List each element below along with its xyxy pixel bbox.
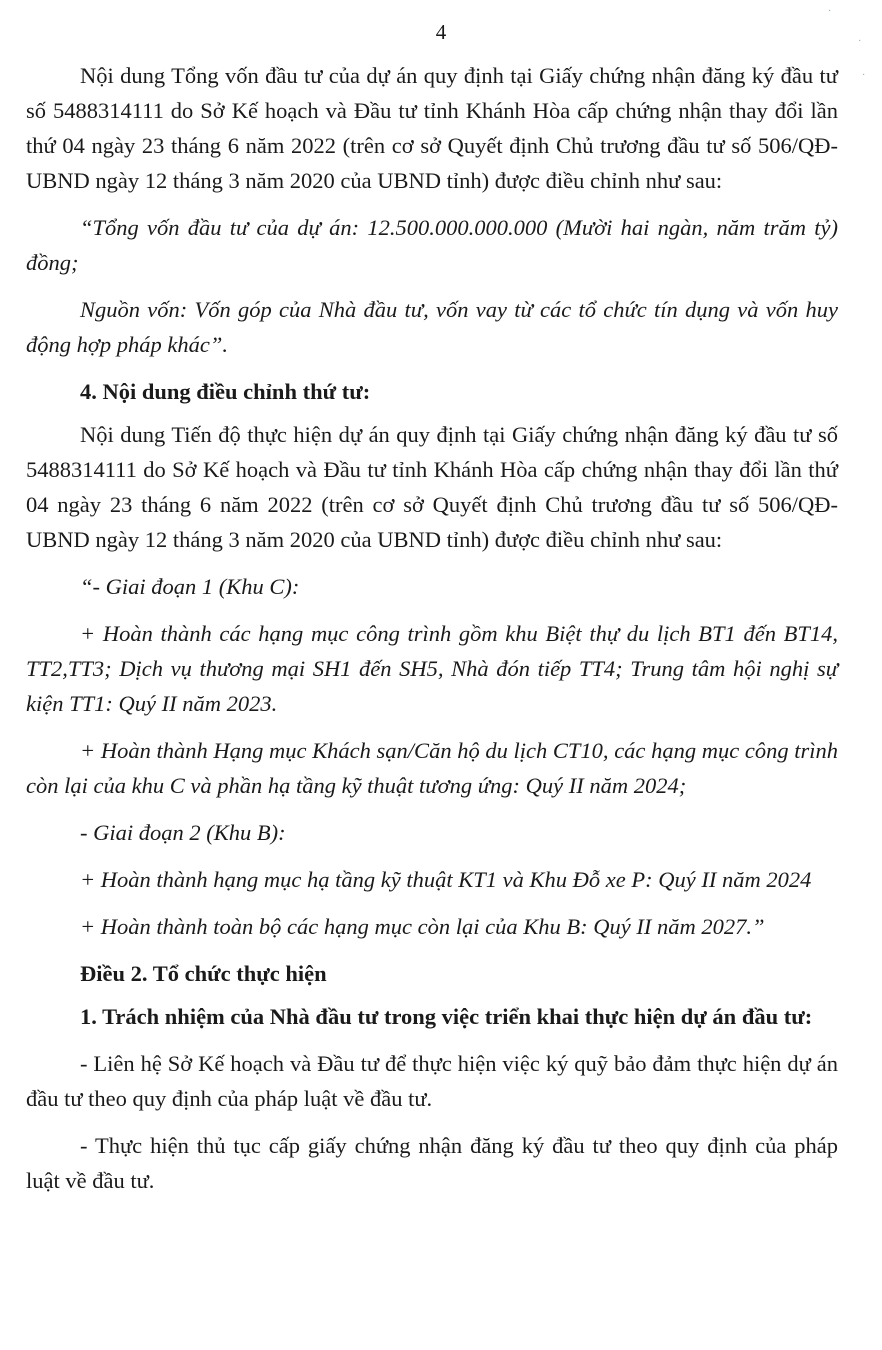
heading-fourth-adjustment: 4. Nội dung điều chỉnh thứ tư: <box>80 379 371 404</box>
paragraph-capital-source: Nguồn vốn: Vốn góp của Nhà đầu tư, vốn vay từ các tổ chức tín dụng và vốn huy động hợp pháp khác”. <box>26 297 838 357</box>
heading-article-2: Điều 2. Tổ chức thực hiện <box>80 961 327 986</box>
list-item-phase-1: “- Giai đoạn 1 (Khu C): <box>80 574 300 599</box>
page-number: 4 <box>435 20 447 44</box>
list-item-phase-2-item-2: + Hoàn thành toàn bộ các hạng mục còn lại của Khu B: Quý II năm 2027.” <box>80 914 765 939</box>
paragraph-total-capital-intro: Nội dung Tổng vốn đầu tư của dự án quy định tại Giấy chứng nhận đăng ký đầu tư số 5488314111 do Sở Kế hoạch và Đầu tư tỉnh Khánh Hòa cấp chứng nhận thay đổi lần thứ 04 ngày 23 tháng 6 năm 2022 (trên cơ sở Quyết định Chủ trương đầu tư số 506/QĐ-UBND ngày 12 tháng 3 năm 2020 của UBND tỉnh) được điều chỉnh như sau: <box>26 63 838 193</box>
list-item-phase-1-item-2: + Hoàn thành Hạng mục Khách sạn/Căn hộ du lịch CT10, các hạng mục công trình còn lại của khu C và phần hạ tầng kỹ thuật tương ứng: Quý II năm 2024; <box>26 738 838 798</box>
list-item-phase-2: - Giai đoạn 2 (Khu B): <box>80 820 286 845</box>
paragraph-schedule-intro: Nội dung Tiến độ thực hiện dự án quy định tại Giấy chứng nhận đăng ký đầu tư số 5488314111 do Sở Kế hoạch và Đầu tư tỉnh Khánh Hòa cấp chứng nhận thay đổi lần thứ 04 ngày 23 tháng 6 năm 2022 (trên cơ sở Quyết định Chủ trương đầu tư số 506/QĐ-UBND ngày 12 tháng 3 năm 2020 của UBND tỉnh) được điều chỉnh như sau: <box>26 422 838 552</box>
scan-speck: · <box>828 6 832 17</box>
document-body <box>26 58 838 1210</box>
list-item-phase-2-item-1: + Hoàn thành hạng mục hạ tầng kỹ thuật KT1 và Khu Đỗ xe P: Quý II năm 2024 <box>80 867 812 892</box>
heading-investor-responsibility: 1. Trách nhiệm của Nhà đầu tư trong việc triển khai thực hiện dự án đầu tư: <box>80 1004 813 1029</box>
paragraph-total-capital-quote: “Tổng vốn đầu tư của dự án: 12.500.000.000.000 (Mười hai ngàn, năm trăm tỷ) đồng; <box>26 215 838 275</box>
list-item-phase-1-item-1: + Hoàn thành các hạng mục công trình gồm khu Biệt thự du lịch BT1 đến BT14, TT2,TT3; Dịch vụ thương mại SH1 đến SH5, Nhà đón tiếp TT4; Trung tâm hội nghị sự kiện TT1: Quý II năm 2023. <box>26 621 838 716</box>
list-item-deposit: - Liên hệ Sở Kế hoạch và Đầu tư để thực hiện việc ký quỹ bảo đảm thực hiện dự án đầu tư theo quy định của pháp luật về đầu tư. <box>26 1051 838 1111</box>
scan-speck: · <box>862 70 866 81</box>
list-item-certificate-procedure: - Thực hiện thủ tục cấp giấy chứng nhận đăng ký đầu tư theo quy định của pháp luật về đầu tư. <box>26 1133 838 1193</box>
scan-speck: · <box>858 36 862 47</box>
